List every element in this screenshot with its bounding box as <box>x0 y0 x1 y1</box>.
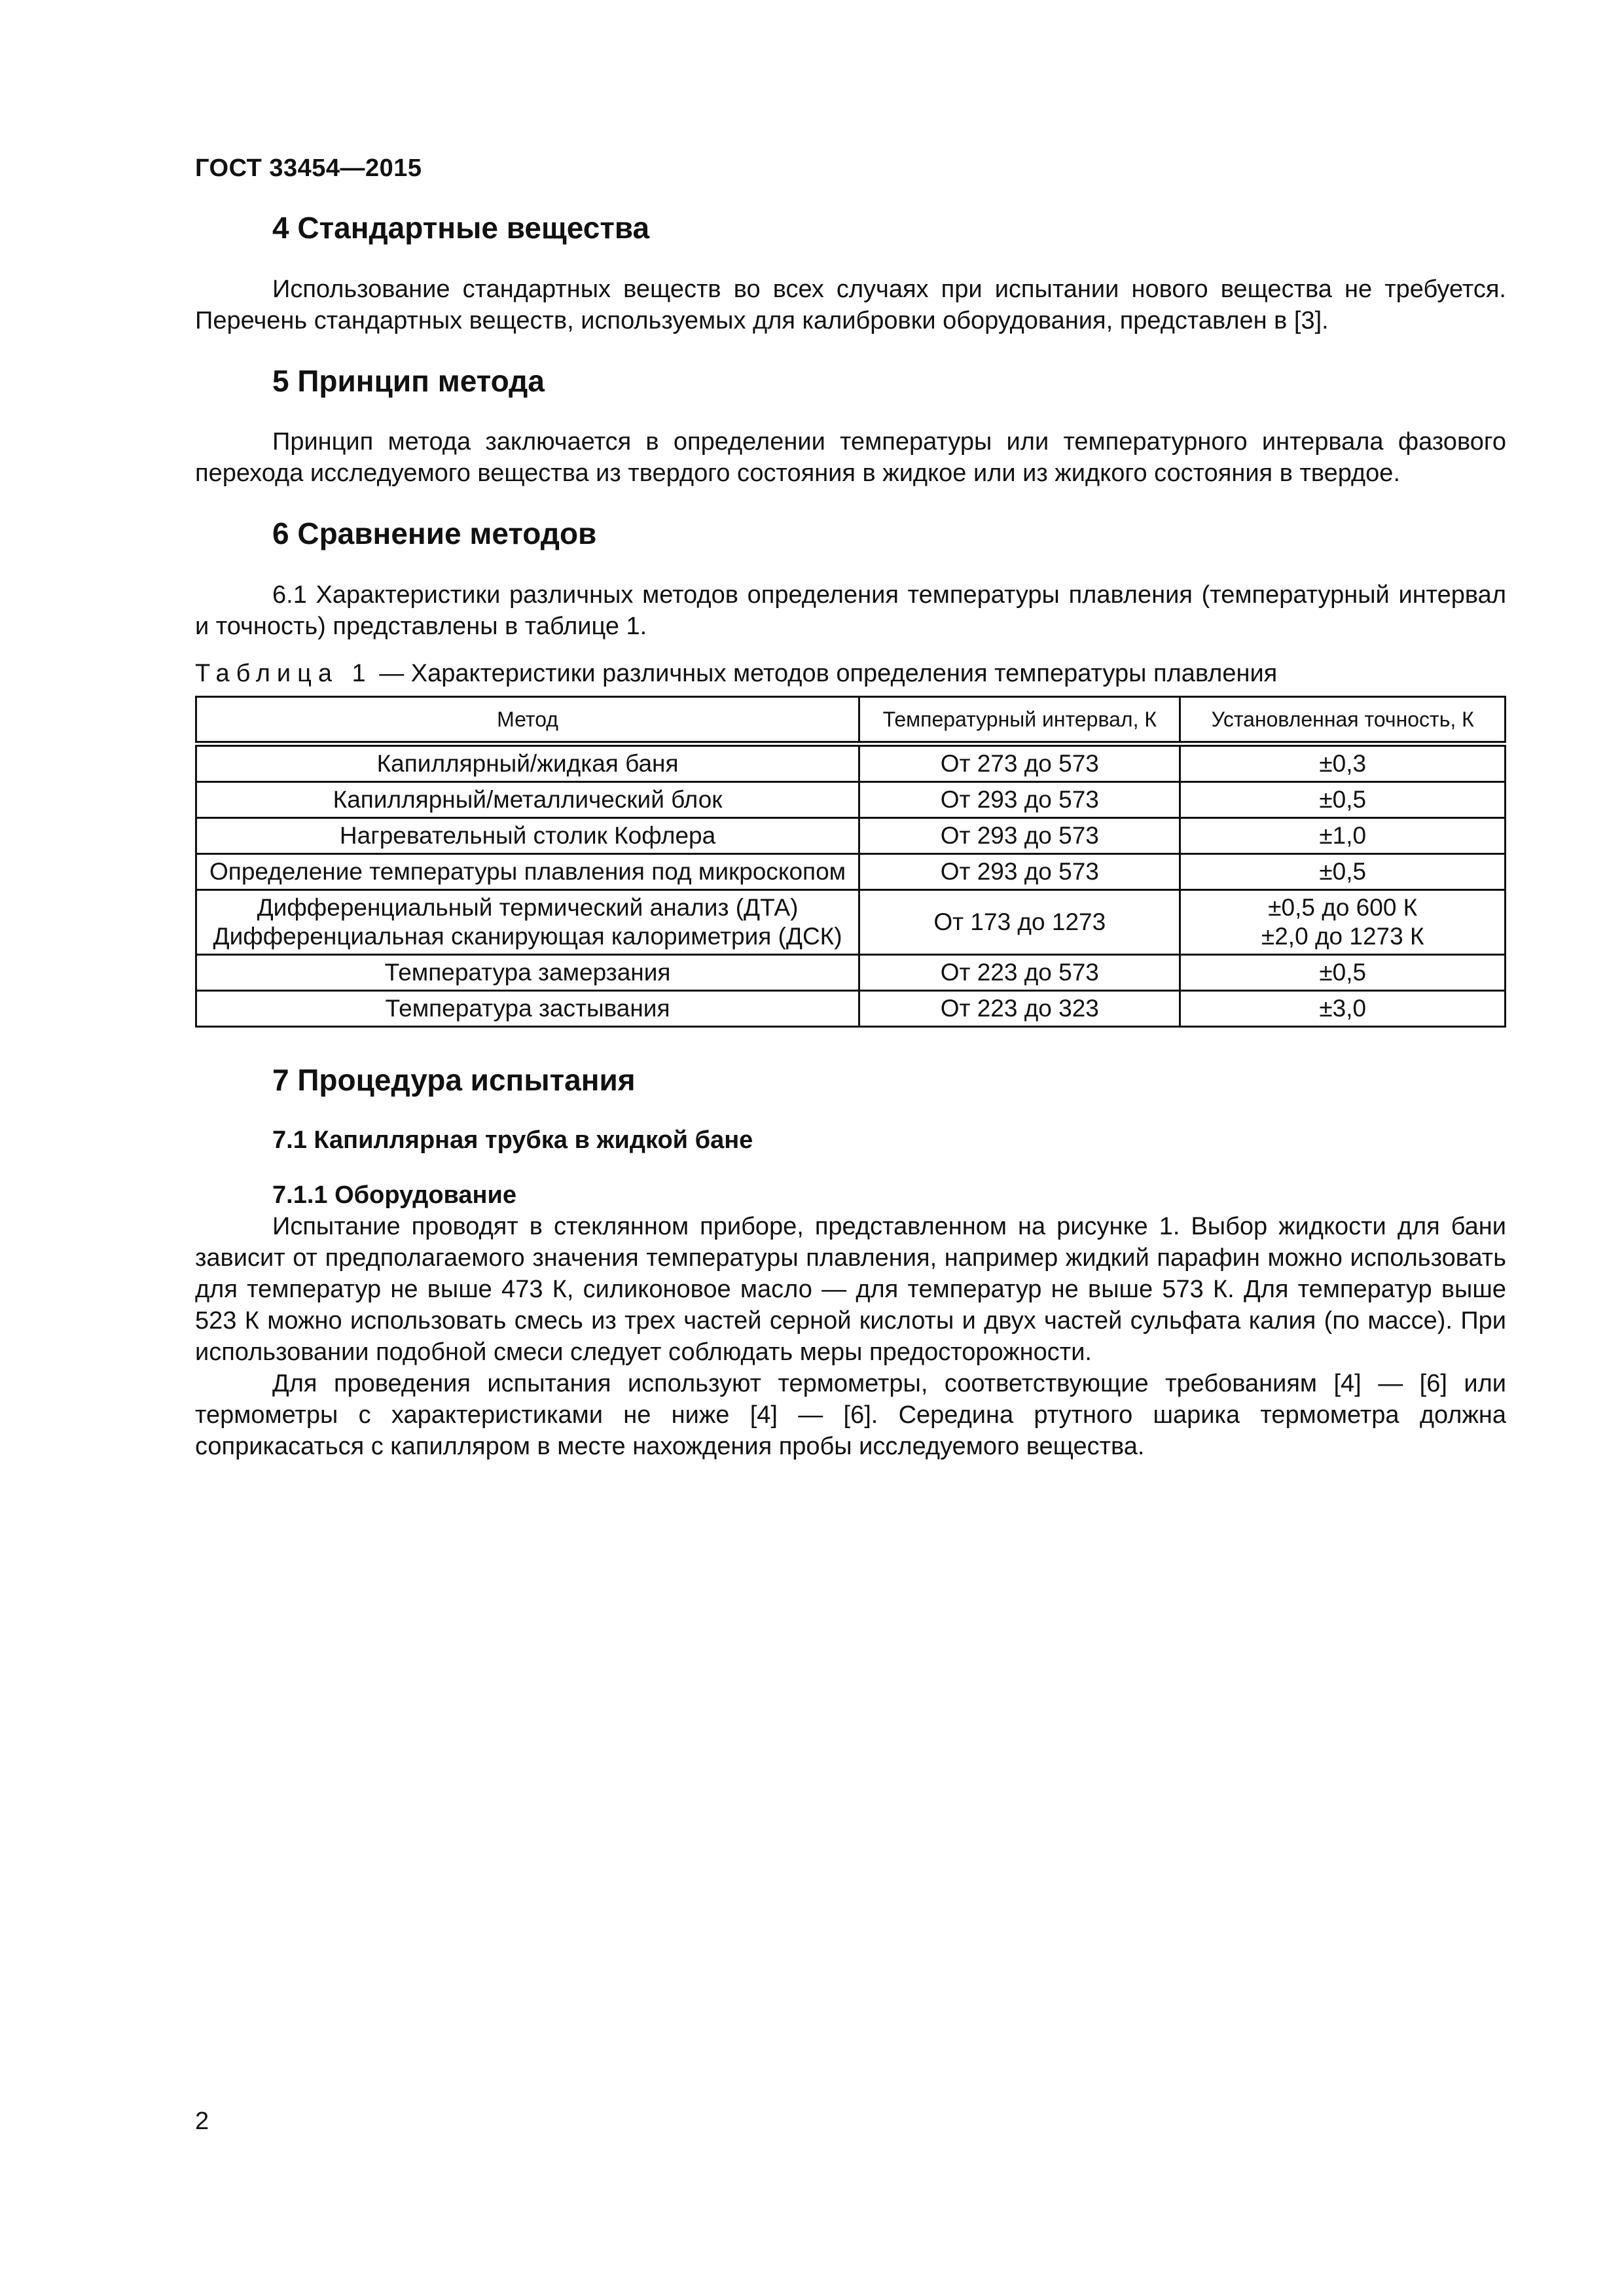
cell-method <box>196 889 859 954</box>
section-7 <box>195 1062 1506 1463</box>
table-row <box>196 853 1506 889</box>
document-body <box>195 209 1506 1488</box>
header-method: Метод <box>196 696 859 744</box>
section-7-1-1-para-2: Для проведения испытания используют термометры, соответствующие требованиям [4] — [6] или термометры с характеристиками не ниже [4] — [6]. Середина ртутного шарика термометра должна соприкасаться с капилляром в месте нахождения пробы исследуемого вещества. <box>195 1370 1506 1460</box>
section-5-title: 5 Принцип метода <box>272 363 545 398</box>
cell-range: От 223 до 573 <box>859 954 1180 990</box>
cell-accuracy <box>1180 889 1506 954</box>
cell-method: Капиллярный/металлический блок <box>196 781 859 817</box>
cell-method: Нагревательный столик Кофлера <box>196 817 859 853</box>
cell-accuracy: ±0,3 <box>1180 744 1506 781</box>
table-caption-label: Таблица 1 <box>195 659 372 687</box>
section-4 <box>195 209 1506 336</box>
cell-accuracy: ±1,0 <box>1180 817 1506 853</box>
section-5-text: Принцип метода заключается в определении температуры или температурного интервала фазового перехода исследуемого вещества из твердого состояния в жидкое или из жидкого состояния в твердое. <box>195 428 1506 487</box>
section-4-title: 4 Стандартные вещества <box>272 211 650 245</box>
table-row <box>196 817 1506 853</box>
section-5 <box>195 363 1506 490</box>
table-caption <box>195 658 1506 689</box>
section-7-1-title: 7.1 Капиллярная трубка в жидкой бане <box>272 1126 753 1154</box>
section-4-text: Использование стандартных веществ во всех случаях при испытании нового вещества не требуется. Перечень стандартных веществ, используемых для калибровки оборудования, представлен в [3]. <box>195 275 1506 334</box>
cell-method: Температура застывания <box>196 990 859 1026</box>
cell-method-line: Дифференциальный термический анализ (ДТА) <box>257 893 799 921</box>
section-7-1-1-para-1: Испытание проводят в стеклянном приборе, представленном на рисунке 1. Выбор жидкости для бани зависит от предполагаемого значения температуры плавления, например жидкий парафин можно использовать для температур не выше 473 К, силиконовое масло — для температур не выше 573 К. Для температур выше 523 К можно использовать смесь из трех частей серной кислоты и двух частей сульфата калия (по массе). При использовании подобной смеси следует соблюдать меры предосторожности. <box>195 1213 1506 1366</box>
section-6-text: 6.1 Характеристики различных методов определения температуры плавления (температурный интервал и точность) представлены в таблице 1. <box>195 581 1506 640</box>
cell-accuracy: ±3,0 <box>1180 990 1506 1026</box>
section-7-1-1-body <box>195 1211 1506 1462</box>
table-row <box>196 744 1506 781</box>
section-6-title: 6 Сравнение методов <box>272 516 597 550</box>
cell-method: Определение температуры плавления под микроскопом <box>196 853 859 889</box>
table-caption-text: — Характеристики различных методов определения температуры плавления <box>372 659 1278 687</box>
cell-accuracy-line: ±2,0 до 1273 К <box>1261 922 1424 950</box>
cell-accuracy-line: ±0,5 до 600 К <box>1268 893 1418 921</box>
cell-range: От 223 до 323 <box>859 990 1180 1026</box>
cell-accuracy: ±0,5 <box>1180 853 1506 889</box>
header-range: Температурный интервал, К <box>859 696 1180 744</box>
table-row <box>196 781 1506 817</box>
table-row <box>196 889 1506 954</box>
cell-range: От 293 до 573 <box>859 781 1180 817</box>
cell-accuracy: ±0,5 <box>1180 781 1506 817</box>
page-number: 2 <box>195 2108 209 2135</box>
methods-table <box>195 696 1506 1028</box>
cell-range: От 293 до 573 <box>859 817 1180 853</box>
cell-range: От 273 до 573 <box>859 744 1180 781</box>
header-accuracy: Установленная точность, К <box>1180 696 1506 744</box>
cell-accuracy: ±0,5 <box>1180 954 1506 990</box>
section-7-1-1-title: 7.1.1 Оборудование <box>272 1181 516 1209</box>
section-6 <box>195 515 1506 642</box>
section-7-title: 7 Процедура испытания <box>272 1062 636 1097</box>
cell-method: Температура замерзания <box>196 954 859 990</box>
document-code: ГОСТ 33454—2015 <box>195 154 422 182</box>
cell-range: От 293 до 573 <box>859 853 1180 889</box>
cell-range: От 173 до 1273 <box>859 889 1180 954</box>
table-header-row <box>196 696 1506 744</box>
table-row <box>196 990 1506 1026</box>
cell-method-line: Дифференциальная сканирующая калориметрия (ДСК) <box>213 922 842 950</box>
table-row <box>196 954 1506 990</box>
cell-method: Капиллярный/жидкая баня <box>196 744 859 781</box>
